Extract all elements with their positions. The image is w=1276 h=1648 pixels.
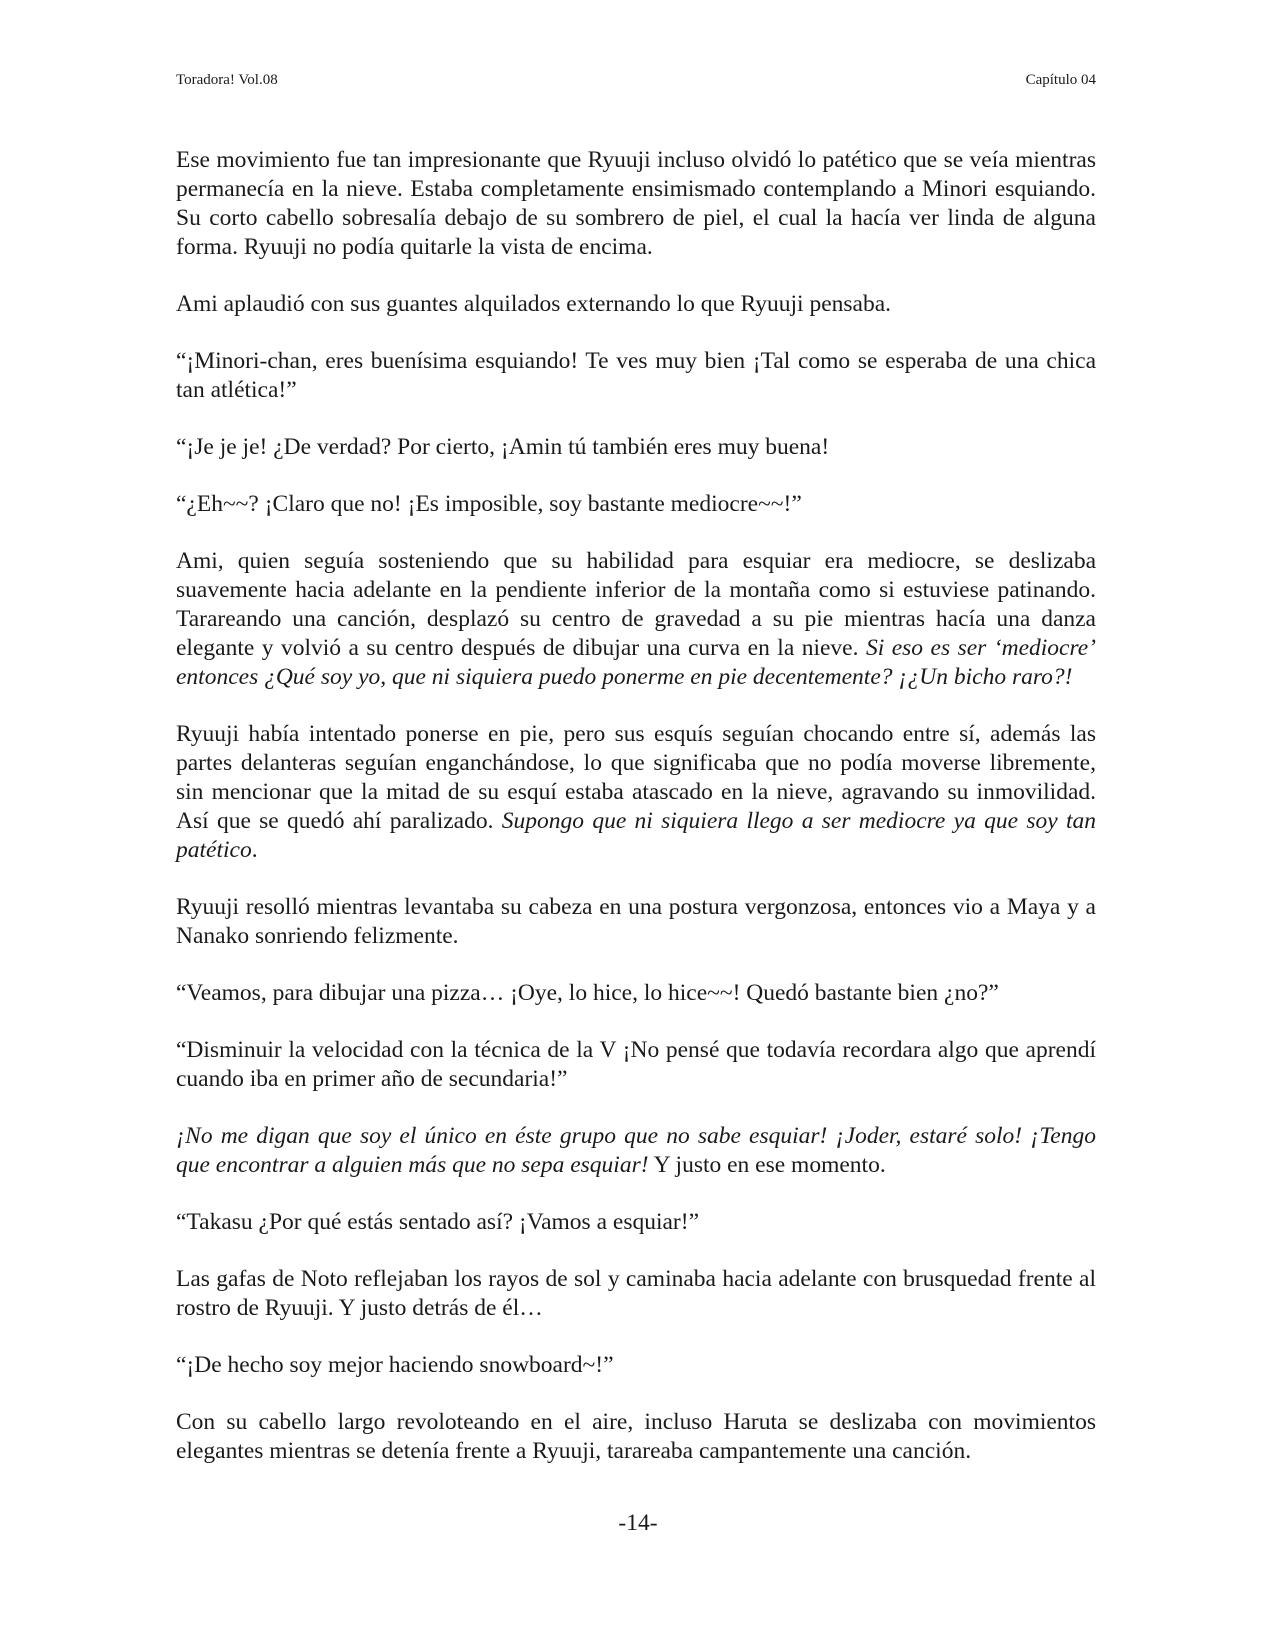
paragraph-text: Ese movimiento fue tan impresionante que Ryuuji incluso olvidó lo patético que se veía mientras permanecía en la nieve. Estaba completamente ensimismado contemplando a Minori esquiando. Su corto cabello sobresalía debajo de su sombrero de piel, el cual la hacía ver linda de alguna forma. Ryuuji no podía quitarle la vista de encima.: [176, 147, 1096, 260]
paragraph-text: “¿Eh~~? ¡Claro que no! ¡Es imposible, soy bastante mediocre~~!”: [176, 491, 802, 517]
paragraph-text: “¡Minori-chan, eres buenísima esquiando! Te ves muy bien ¡Tal como se esperaba de una chica tan atlética!”: [176, 348, 1096, 403]
header-chapter: Capítulo 04: [1025, 72, 1096, 88]
paragraph-text: “Disminuir la velocidad con la técnica de la V ¡No pensé que todavía recordara algo que aprendí cuando iba en primer año de secundaria!”: [176, 1037, 1096, 1092]
paragraph: [176, 433, 1096, 462]
italic-thought-text: Supongo que ni siquiera llego a ser mediocre ya que soy tan patético: [176, 808, 1096, 863]
paragraph: [176, 979, 1096, 1008]
page-number: -14-: [618, 1510, 658, 1536]
paragraph-text: “¡Je je je! ¿De verdad? Por cierto, ¡Amin tú también eres muy buena!: [176, 434, 830, 460]
paragraph: [176, 1408, 1096, 1466]
paragraph-text: Ryuuji resolló mientras levantaba su cabeza en una postura vergonzosa, entonces vio a Maya y a Nanako sonriendo felizmente.: [176, 894, 1096, 949]
paragraph-text: Las gafas de Noto reflejaban los rayos de sol y caminaba hacia adelante con brusquedad frente al rostro de Ryuuji. Y justo detrás de él…: [176, 1266, 1096, 1321]
paragraph: [176, 1036, 1096, 1094]
paragraph: [176, 1265, 1096, 1323]
paragraph: [176, 547, 1096, 692]
paragraph-text: Con su cabello largo revoloteando en el aire, incluso Haruta se deslizaba con movimientos elegantes mientras se detenía frente a Ryuuji, tarareaba campantemente una canción.: [176, 1409, 1096, 1464]
paragraph: [176, 490, 1096, 519]
paragraph: [176, 720, 1096, 865]
italic-thought-text: ¡No me digan que soy el único en éste grupo que no sabe esquiar! ¡Joder, estaré solo! ¡Tengo que encontrar a alguien más que no sepa esquiar!: [176, 1123, 1096, 1178]
paragraph: [176, 347, 1096, 405]
paragraph: [176, 1122, 1096, 1180]
paragraph: [176, 290, 1096, 319]
paragraph-text: “Veamos, para dibujar una pizza… ¡Oye, lo hice, lo hice~~! Quedó bastante bien ¿no?”: [176, 980, 999, 1006]
header-book-title: Toradora! Vol.08: [176, 72, 278, 88]
paragraph: [176, 893, 1096, 951]
paragraph-text: Ryuuji había intentado ponerse en pie, pero sus esquís seguían chocando entre sí, además las partes delanteras seguían enganchándose, lo que significaba que no podía moverse libremente, sin mencionar que la mitad de su esquí estaba atascado en la nieve, agravando su inmovilidad. Así que se quedó ahí paralizado.: [176, 721, 1096, 834]
paragraph-text: Y justo en ese momento.: [648, 1152, 886, 1178]
paragraph-text: “¡De hecho soy mejor haciendo snowboard~!”: [176, 1352, 614, 1378]
paragraph-text: .: [251, 837, 258, 863]
paragraph: [176, 1351, 1096, 1380]
paragraph-text: Ami, quien seguía sosteniendo que su habilidad para esquiar era mediocre, se deslizaba suavemente hacia adelante en la pendiente inferior de la montaña como si estuviese patinando. Tarareando una canción, desplazó su centro de gravedad a su pie mientras hacía una danza elegante y volvió a su centro después de dibujar una curva en la nieve.: [176, 548, 1096, 661]
italic-thought-text: Si eso es ser ‘mediocre’ entonces ¿Qué soy yo, que ni siquiera puedo ponerme en pie decentemente? ¡¿Un bicho raro?!: [176, 635, 1096, 690]
page-body: [176, 146, 1096, 1494]
paragraph-text: Ami aplaudió con sus guantes alquilados externando lo que Ryuuji pensaba.: [176, 291, 892, 317]
paragraph: [176, 1208, 1096, 1237]
page-header: [176, 72, 1096, 96]
paragraph-text: “Takasu ¿Por qué estás sentado así? ¡Vamos a esquiar!”: [176, 1209, 700, 1235]
paragraph: [176, 146, 1096, 262]
